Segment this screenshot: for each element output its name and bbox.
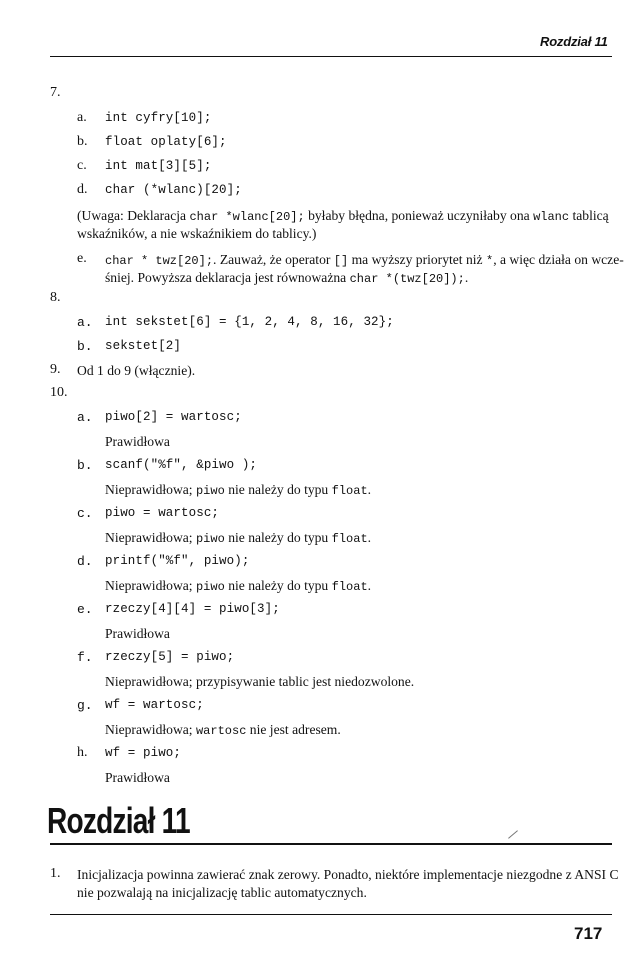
q8-item-a-code: int sekstet[6] = {1, 2, 4, 8, 16, 32}; [105,315,394,329]
q10-item-e-code: rzeczy[4][4] = piwo[3]; [105,602,280,616]
q10-b-answer-code-1: piwo [195,484,225,498]
q7-e-code-3: * [486,254,494,268]
pen-mark [508,830,518,838]
q7-note-line2: wskaźników, a nie wskaźnikiem do tablicy.) [77,226,317,241]
q7-e-text-2: ma wyższy priorytet niż [348,252,486,267]
question-9-number: 9. [50,362,61,377]
q10-c-answer-text-3: . [367,530,372,545]
q10-item-a-answer: Prawidłowa [105,434,170,449]
q10-d-answer-code-1: piwo [195,580,225,594]
footer-rule [50,914,612,915]
q7-note-code-2: wlanc [533,210,570,224]
q7-e-text-3: , a więc działa on wcze- [493,252,624,267]
q10-b-answer-code-2: float [331,484,368,498]
question-8-number: 8. [50,290,61,305]
chapter-q1-line1: Inicjalizacja powinna zawierać znak zerowy. Ponadto, niektóre implementacje niezgodne z ANSI C [77,867,619,882]
q7-item-e-line1 [105,251,624,270]
q7-item-a-code: int cyfry[10]; [105,111,212,125]
running-head: Rozdział 11 [540,34,608,49]
q10-item-f-code: rzeczy[5] = piwo; [105,650,235,664]
q7-item-d-label: d. [77,182,88,197]
q7-item-d-code: char (*wlanc)[20]; [105,183,242,197]
q10-item-d-code: printf("%f", piwo); [105,554,250,568]
q10-d-answer-code-2: float [331,580,368,594]
q7-e-text-4: śniej. Powyższa deklaracja jest równoważna [105,270,350,285]
q10-b-answer-text-3: . [367,482,372,497]
q7-note-text-3: tablicą [569,208,609,223]
q10-item-d-label: d. [77,554,93,569]
q8-item-a-label: a. [77,315,93,330]
q10-c-answer-text-1: Nieprawidłowa; [105,530,196,545]
q10-c-answer-code-1: piwo [195,532,225,546]
q8-item-b-label: b. [77,339,93,354]
q7-item-e-line2 [105,269,468,288]
q10-b-answer-text-1: Nieprawidłowa; [105,482,196,497]
q7-note-text-1: (Uwaga: Deklaracja [77,208,190,223]
q10-g-answer-code-1: wartosc [195,724,247,738]
q7-e-code-4: char *(twz[20]); [349,272,465,286]
q7-item-e-label: e. [77,251,87,266]
q10-item-h-code: wf = piwo; [105,746,182,760]
q10-item-e-answer: Prawidłowa [105,626,170,641]
q10-item-c-label: c. [77,506,93,521]
q10-b-answer-text-2: nie należy do typu [224,482,332,497]
q10-item-c-code: piwo = wartosc; [105,506,220,520]
q10-d-answer-text-3: . [367,578,372,593]
q10-item-g-answer [105,721,341,740]
q10-item-b-label: b. [77,458,93,473]
q7-e-text-1: . Zauważ, że operator [213,252,334,267]
q10-item-h-answer: Prawidłowa [105,770,170,785]
chapter-q1-line2: nie pozwalają na inicjalizację tablic automatycznych. [77,885,367,900]
q10-c-answer-code-2: float [331,532,368,546]
q8-item-b-code: sekstet[2] [105,339,182,353]
q7-note-line1 [77,207,617,226]
q10-item-d-answer [105,577,371,596]
q10-item-c-answer [105,529,371,548]
q10-item-a-code: piwo[2] = wartosc; [105,410,242,424]
q7-e-code-2: [] [333,254,349,268]
q10-item-a-label: a. [77,410,93,425]
q10-d-answer-text-1: Nieprawidłowa; [105,578,196,593]
q7-e-code-1: char * twz[20]; [105,254,214,268]
q10-item-g-label: g. [77,698,93,713]
q10-item-b-code: scanf("%f", &piwo ); [105,458,258,472]
q10-item-f-label: f. [77,650,93,665]
q7-item-a-label: a. [77,110,87,125]
q10-c-answer-text-2: nie należy do typu [224,530,332,545]
question-10-number: 10. [50,385,68,400]
q10-g-answer-text-1: Nieprawidłowa; [105,722,196,737]
q7-item-c-label: c. [77,158,87,173]
chapter-q1-number: 1. [50,866,61,881]
q7-item-b-code: float oplaty[6]; [105,135,227,149]
header-rule [50,56,612,57]
q10-item-f-answer: Nieprawidłowa; przypisywanie tablic jest niedozwolone. [105,674,415,689]
chapter-heading: Rozdział 11 [47,800,190,841]
q10-d-answer-text-2: nie należy do typu [224,578,332,593]
q10-item-g-code: wf = wartosc; [105,698,204,712]
q7-item-b-label: b. [77,134,88,149]
question-9-answer: Od 1 do 9 (włącznie). [77,363,196,378]
q10-g-answer-text-2: nie jest adresem. [246,722,341,737]
q7-e-text-5: . [464,270,469,285]
q10-item-h-label: h. [77,745,88,760]
q10-item-b-answer [105,481,371,500]
page-number: 717 [574,924,603,943]
chapter-rule [50,843,612,845]
q7-note-code-1: char *wlanc[20]; [189,210,305,224]
question-7-number: 7. [50,85,61,100]
q7-note-text-2: byłaby błędna, ponieważ uczyniłaby ona [304,208,534,223]
q7-item-c-code: int mat[3][5]; [105,159,212,173]
q10-item-e-label: e. [77,602,93,617]
